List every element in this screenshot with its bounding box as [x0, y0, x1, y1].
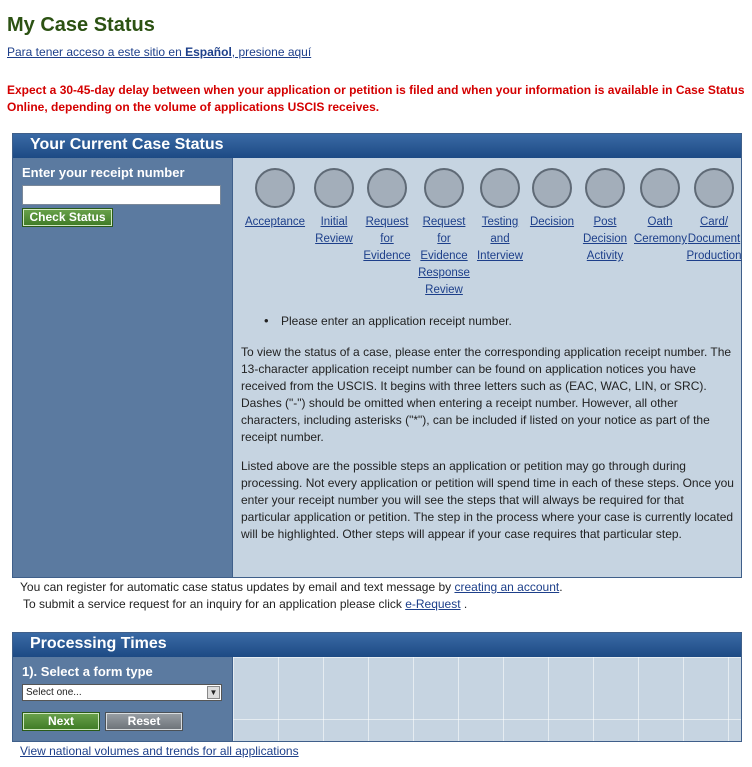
step-label[interactable]: Card/ Document Production	[686, 216, 742, 262]
receipt-number-input[interactable]	[22, 185, 221, 205]
case-status-content	[233, 158, 741, 577]
instructions-paragraph: To view the status of a case, please enter the corresponding application receipt number. The 13-character application receipt number can be found on application notices you have received from the USCIS. It begins with three letters such as (EAC, WAC, LIN, or SRC). Dashes ("-") should be omitted when entering a receipt number. However, all other characters, including asterisks ("*"), can be included if listed on your notice as part of the receipt number.	[241, 345, 732, 444]
step-label[interactable]: Request for Evidence	[363, 216, 411, 262]
page-title: My Case Status	[7, 14, 155, 36]
service-request-note	[23, 597, 467, 611]
delay-warning: Expect a 30-45-day delay between when your application or petition is filed and when your information is available in Case Status Online, depending on the volume of applications USCIS receives.	[7, 83, 745, 114]
step-circle-icon	[532, 168, 572, 208]
form-type-select[interactable]	[22, 684, 222, 701]
step-request-for-evidence[interactable]	[361, 168, 413, 265]
step-label[interactable]: Post Decision Activity	[582, 216, 628, 262]
case-status-panel	[12, 133, 742, 578]
receipt-prompt-message: • Please enter an application receipt number.	[281, 314, 512, 328]
step-circle-icon	[585, 168, 625, 208]
spanish-link-bold: Español	[185, 45, 232, 59]
dropdown-arrow-icon[interactable]: ▼	[207, 686, 220, 699]
national-volumes-link[interactable]: View national volumes and trends for all applications	[20, 744, 299, 758]
check-status-button[interactable]: Check Status	[22, 208, 113, 227]
service-request-text: To submit a service request for an inquiry for an application please click	[23, 597, 406, 611]
step-oath-ceremony[interactable]	[634, 168, 686, 248]
step-acceptance[interactable]	[241, 168, 309, 231]
processing-times-header: Processing Times	[13, 633, 741, 657]
spanish-link-suffix: , presione aquí	[231, 45, 312, 59]
form-select-column	[13, 657, 233, 741]
step-evidence-response-review[interactable]	[416, 168, 472, 299]
form-type-label: 1). Select a form type	[22, 664, 153, 679]
step-circle-icon	[694, 168, 734, 208]
step-testing-interview[interactable]	[475, 168, 525, 265]
form-type-selected: Select one...	[26, 687, 82, 698]
step-circle-icon	[255, 168, 295, 208]
register-note-text: You can register for automatic case status updates by email and text message by	[20, 580, 455, 594]
step-circle-icon	[314, 168, 354, 208]
steps-explanation-paragraph: Listed above are the possible steps an application or petition may go through during processing. Not every application or petition will spend time in each of these steps. Once you enter your receipt number you will see the steps that will always be required for that particular application or petition. The step in the process where your case is currently located will be highlighted. Other steps will appear if your case requires that particular step.	[241, 459, 734, 541]
processing-times-panel	[12, 632, 742, 742]
step-initial-review[interactable]	[309, 168, 359, 248]
step-circle-icon	[424, 168, 464, 208]
spanish-language-link[interactable]	[7, 45, 311, 59]
step-circle-icon	[367, 168, 407, 208]
step-decision[interactable]	[527, 168, 577, 231]
step-label[interactable]: Testing and Interview	[476, 216, 524, 262]
step-label[interactable]: Initial Review	[315, 216, 353, 245]
step-label[interactable]: Oath Ceremony	[634, 216, 688, 245]
e-request-link[interactable]: e-Request	[405, 597, 461, 611]
processing-results-grid	[233, 657, 741, 741]
register-note-suffix: .	[559, 580, 563, 594]
step-post-decision-activity[interactable]	[578, 168, 632, 265]
spanish-link-prefix: Para tener acceso a este sitio en	[7, 45, 186, 59]
service-request-suffix: .	[460, 597, 468, 611]
receipt-column	[13, 158, 233, 577]
case-status-header: Your Current Case Status	[13, 134, 741, 158]
next-button[interactable]: Next	[22, 712, 100, 731]
process-steps	[241, 168, 742, 298]
register-note	[20, 580, 563, 594]
step-circle-icon	[480, 168, 520, 208]
create-account-link[interactable]: creating an account	[454, 580, 560, 594]
step-label[interactable]: Decision	[529, 216, 575, 228]
step-label[interactable]: Request for Evidence Response Review	[418, 216, 470, 296]
reset-button[interactable]: Reset	[105, 712, 183, 731]
receipt-label: Enter your receipt number	[22, 165, 185, 180]
step-circle-icon	[640, 168, 680, 208]
step-label[interactable]: Acceptance	[244, 216, 306, 228]
step-card-document-production[interactable]	[686, 168, 742, 265]
